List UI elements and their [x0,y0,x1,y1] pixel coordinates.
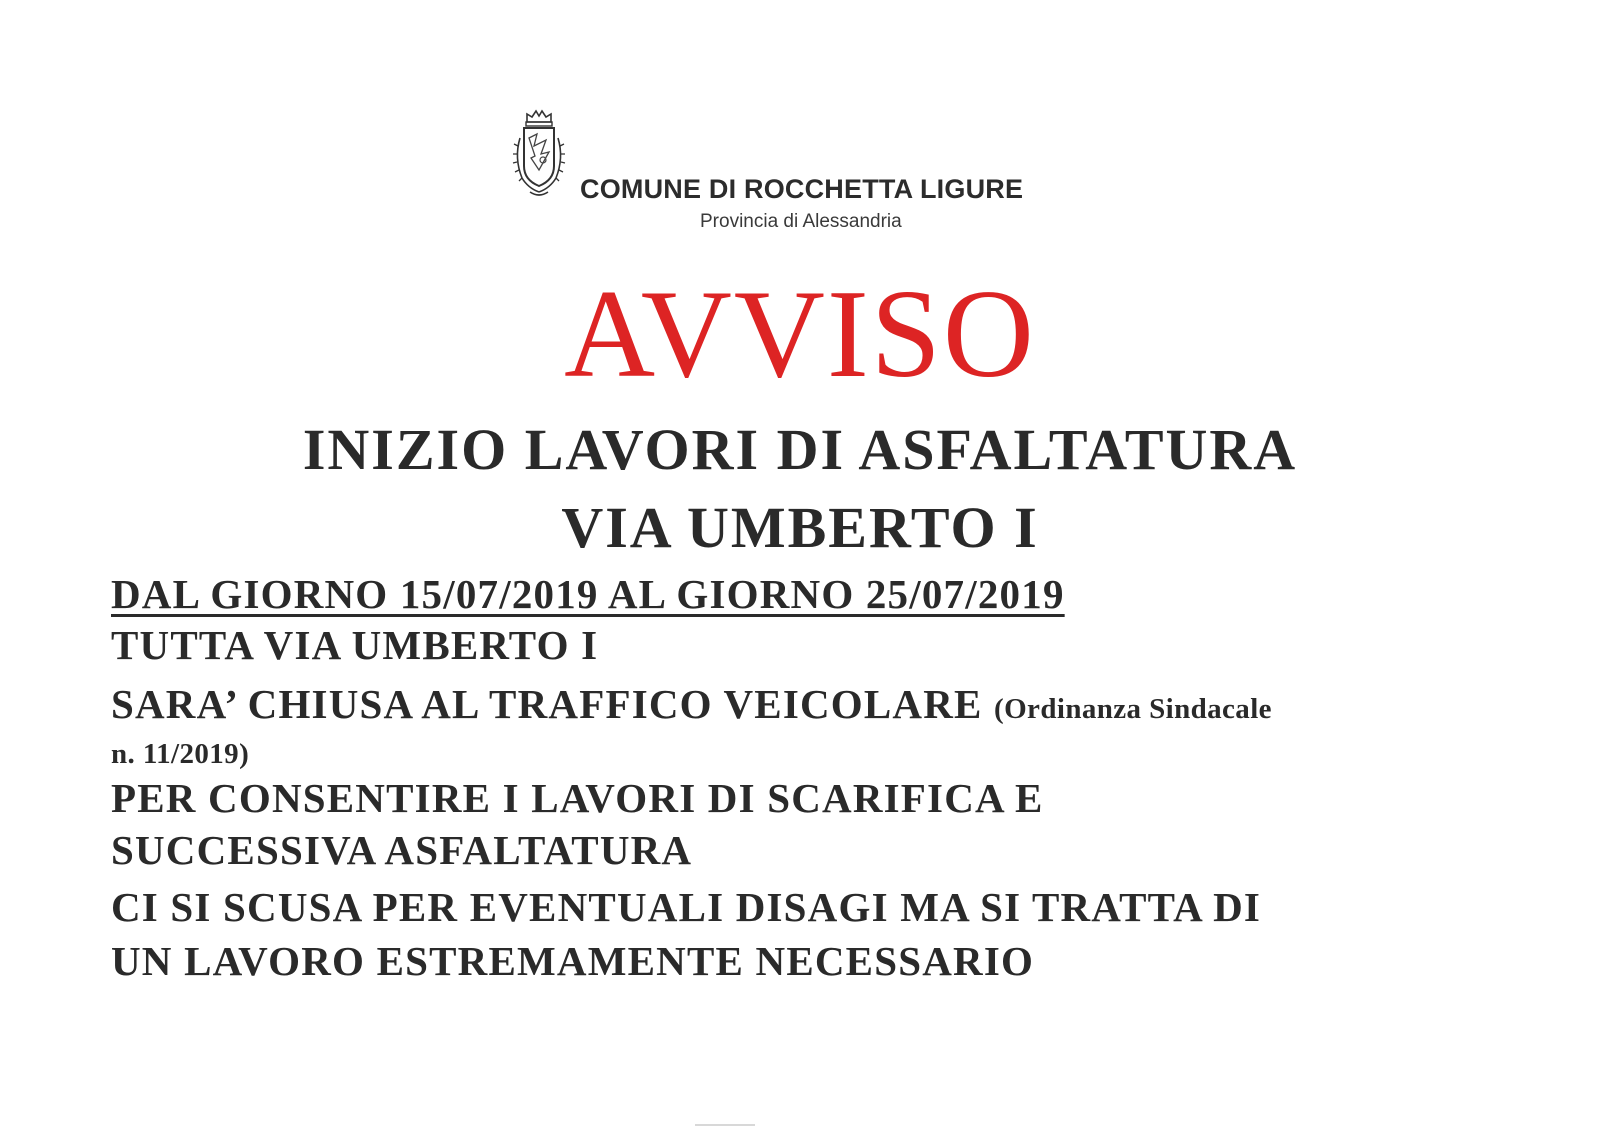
date-range: DAL GIORNO 15/07/2019 AL GIORNO 25/07/2019 [111,571,1065,617]
province-name: Provincia di Alessandria [700,211,902,232]
notice-title: AVVISO [564,265,1036,404]
purpose-line-2: SUCCESSIVA ASFALTATURA [111,827,693,873]
apology-line-2: UN LAVORO ESTREMAMENTE NECESSARIO [111,938,1035,984]
notice-subtitle-works: INIZIO LAVORI DI ASFALTATURA [302,417,1298,482]
street-line: TUTTA VIA UMBERTO I [111,622,599,668]
closure-text: SARA’ CHIUSA AL TRAFFICO VEICOLARE [111,681,983,727]
coat-of-arms-icon [510,108,568,200]
ordinance-reference: (Ordinanza Sindacale [994,693,1272,725]
ordinance-number: n. 11/2019) [111,738,250,770]
scan-artifact [695,1124,755,1126]
purpose-line-1: PER CONSENTIRE I LAVORI DI SCARIFICA E [111,775,1044,821]
notice-subtitle-street: VIA UMBERTO I [561,495,1039,560]
municipality-name: COMUNE DI ROCCHETTA LIGURE [580,174,1024,204]
closure-line [111,681,1272,732]
apology-line-1: CI SI SCUSA PER EVENTUALI DISAGI MA SI TRATTA DI [111,884,1262,930]
